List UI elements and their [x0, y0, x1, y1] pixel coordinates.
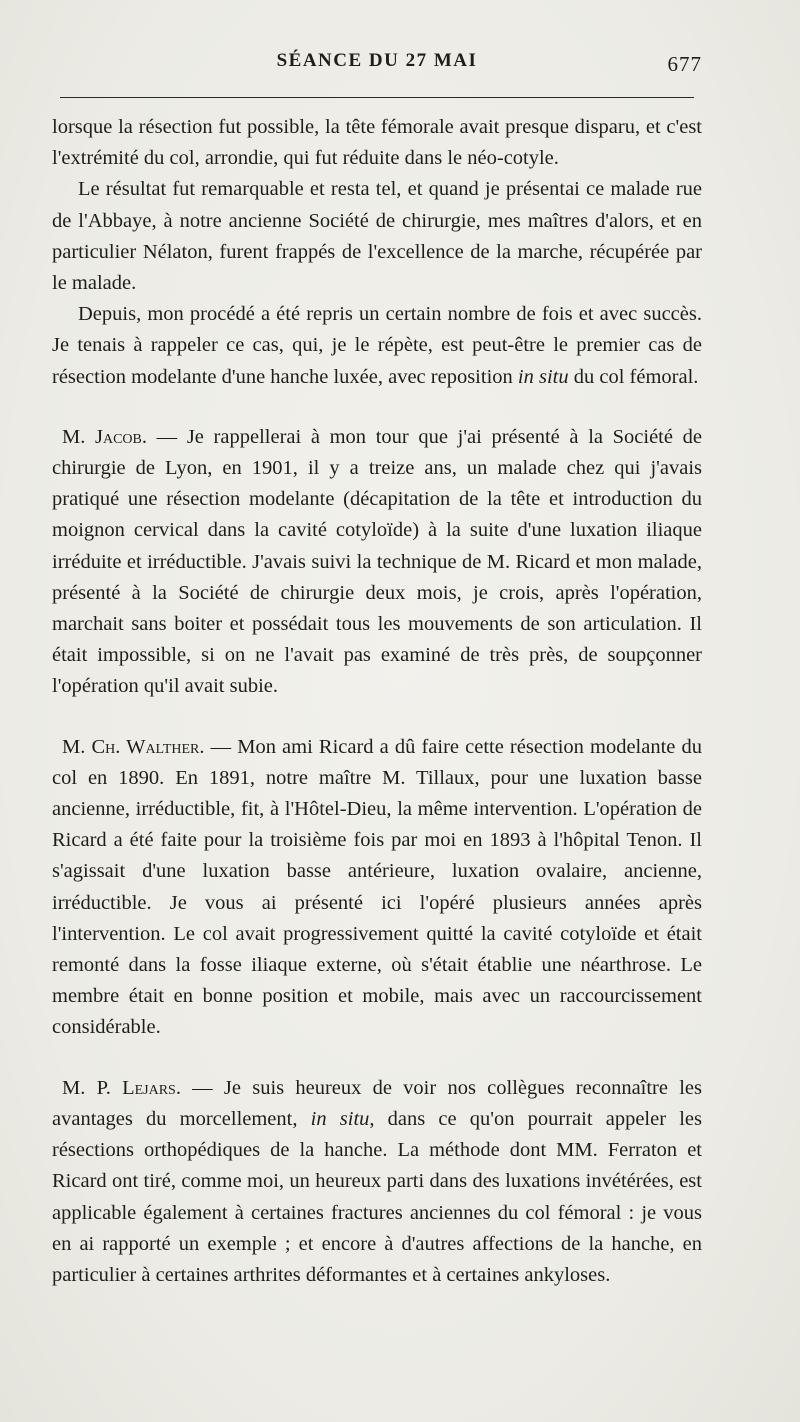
- paragraph-text: , dans ce qu'on pourrait appeler les résections orthopédiques de la hanche. La méthode dont MM. Ferraton et Ricard ont tiré, comme moi, un heureux parti dans des luxations invétérées, est applicable également à certaines fractures anciennes du col fémoral : je vous en ai rapporté un exemple ; et encore à d'autres affections de la hanche, en particulier à certaines arthrites déformantes et à certaines ankyloses.: [52, 1107, 702, 1286]
- paragraph-result: [52, 174, 702, 299]
- paragraph-since: [52, 299, 702, 393]
- running-header: [52, 46, 702, 86]
- page-number: 677: [667, 52, 702, 76]
- speaker-name: M. Jacob.: [62, 425, 148, 448]
- paragraph-text: Le résultat fut remarquable et resta tel, et quand je présentai ce malade rue de l'Abbaye, à notre ancienne Société de chirurgie, mes maîtres d'alors, et en particulier Nélaton, furent frappés de l'excellence de la marche, récupérée par le malade.: [52, 178, 702, 295]
- paragraph-walther: [52, 732, 702, 1044]
- paragraph-text: lorsque la résection fut possible, la tête fémorale avait presque disparu, et c'est l'extrémité du col, arrondie, qui fut réduite dans le néo-cotyle.: [52, 116, 702, 170]
- paragraph-text: — Mon ami Ricard a dû faire cette résection modelante du col en 1890. En 1891, notre maître M. Tillaux, pour une luxation basse ancienne, irréductible, fit, à l'Hôtel-Dieu, la même intervention. L'opération de Ricard a été faite pour la troisième fois par moi en 1893 à l'hôpital Tenon. Il s'agissait d'une luxation basse antérieure, luxation ovalaire, ancienne, irréductible. Je vous ai présenté ici l'opéré plusieurs années après l'intervention. Le col avait progressivement quitté la cavité cotyloïde et était remonté dans la fosse iliaque externe, où s'était établie une néarthrose. Le membre était en bonne position et mobile, mais avec un raccourcissement considérable.: [52, 735, 702, 1039]
- paragraph-text: du col fémoral.: [568, 365, 699, 388]
- paragraph-lejars: [52, 1073, 702, 1291]
- italic-term: in situ: [517, 365, 569, 388]
- paragraph-text: — Je suis heureux de voir nos collègues reconnaître les avantages du morcellement,: [52, 1076, 702, 1130]
- paragraph-text: — Je rappellerai à mon tour que j'ai présenté à la Société de chirurgie de Lyon, en 1901, il y a treize ans, un malade chez qui j'avais pratiqué une résection modelante (décapitation de la tête et introduction du moignon cervical dans la cavité cotyloïde) à la suite d'une luxation iliaque irréduite et irréductible. J'avais suivi la technique de M. Ricard et mon malade, présenté à la Société de chirurgie deux mois, je crois, après l'opération, marchait sans boiter et possédait tous les mouvements de son articulation. Il était impossible, si on ne l'avait pas examiné de très près, de soupçonner l'opération qu'il avait subie.: [52, 425, 702, 698]
- header-rule: [60, 97, 694, 98]
- paragraph-text: Depuis, mon procédé a été repris un certain nombre de fois et avec succès. Je tenais à rappeler ce cas, qui, je le répète, est peut-être le premier cas de résection modelante d'une hanche luxée, avec reposition: [52, 303, 702, 388]
- header-title: SÉANCE DU 27 MAI: [276, 50, 478, 71]
- paragraph-continuation: [52, 112, 702, 174]
- speaker-name: M. P. Lejars.: [62, 1076, 181, 1099]
- speaker-name: M. Ch. Walther.: [62, 735, 205, 758]
- paragraph-jacob: [52, 422, 702, 703]
- italic-term: in situ: [310, 1107, 370, 1130]
- body-text: [52, 112, 702, 1291]
